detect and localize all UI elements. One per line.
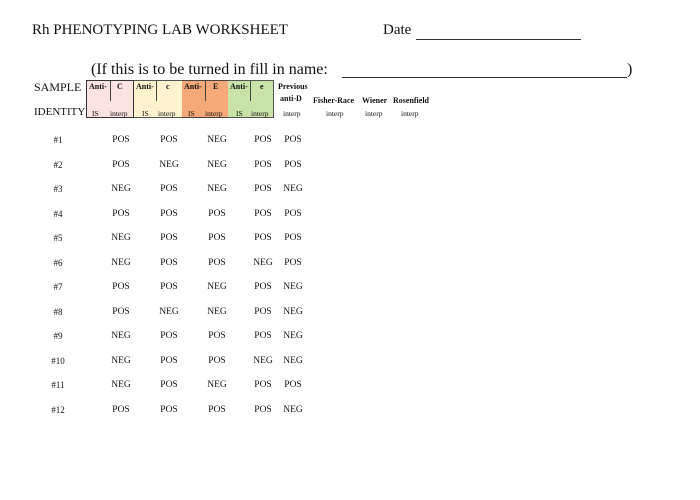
sample-id: #5 bbox=[53, 233, 63, 243]
anti-c-lower-result: POS bbox=[160, 257, 178, 268]
sample-id: #12 bbox=[51, 404, 65, 415]
sample-id: #7 bbox=[53, 282, 63, 292]
sample-id: #2 bbox=[53, 159, 63, 170]
sample-id: #3 bbox=[53, 184, 63, 194]
anti-c-lower-result: POS bbox=[160, 331, 178, 341]
anti-e-upper-result: NEG bbox=[207, 184, 227, 194]
anti-d-result: POS bbox=[284, 135, 302, 145]
c-upper-label: C bbox=[117, 82, 123, 91]
c-lower-label: c bbox=[166, 82, 170, 91]
anti-e-upper-result: NEG bbox=[207, 380, 227, 390]
anti-e-upper-label: Anti- bbox=[184, 82, 202, 91]
sub-interp-anti-d: interp bbox=[283, 109, 301, 118]
anti-c-upper-result: POS bbox=[112, 135, 130, 145]
anti-c-upper-result: NEG bbox=[111, 331, 131, 341]
anti-e-lower-result: POS bbox=[254, 282, 272, 292]
anti-c-upper-result: POS bbox=[112, 306, 130, 317]
sample-id: #6 bbox=[53, 257, 63, 268]
anti-c-lower-result: POS bbox=[160, 404, 178, 415]
anti-d-result: NEG bbox=[283, 306, 303, 317]
anti-e-upper-result: POS bbox=[208, 404, 226, 415]
sub-interp-4: interp bbox=[251, 109, 269, 118]
e-lower-label: e bbox=[260, 82, 264, 91]
anti-c-lower-result: POS bbox=[160, 184, 178, 194]
anti-d-label: anti-D bbox=[280, 94, 302, 103]
sample-id: #8 bbox=[53, 306, 63, 317]
fisher-race-label: Fisher-Race bbox=[313, 96, 355, 105]
anti-c-lower-result: POS bbox=[160, 233, 178, 243]
anti-e-lower-result: POS bbox=[254, 184, 272, 194]
anti-e-lower-result: POS bbox=[254, 233, 272, 243]
sample-id: #1 bbox=[53, 135, 63, 145]
sub-is-4: IS bbox=[236, 109, 243, 118]
anti-c-lower-result: POS bbox=[160, 135, 178, 145]
anti-e-lower-result: POS bbox=[254, 331, 272, 341]
sub-interp-fisher-race: interp bbox=[326, 109, 344, 118]
sub-interp-3: interp bbox=[205, 109, 223, 118]
sub-interp-rosenfield: interp bbox=[401, 109, 419, 118]
anti-e-upper-result: POS bbox=[208, 233, 226, 243]
anti-c-upper-result: POS bbox=[112, 208, 130, 219]
previous-label: Previous bbox=[278, 82, 308, 91]
date-label: Date bbox=[383, 22, 412, 38]
sub-interp-2: interp bbox=[158, 109, 176, 118]
anti-e-upper-result: NEG bbox=[207, 159, 227, 170]
anti-d-result: POS bbox=[284, 380, 302, 390]
anti-e-upper-result: POS bbox=[208, 257, 226, 268]
anti-e-upper-result: NEG bbox=[207, 135, 227, 145]
sample-id: #11 bbox=[51, 380, 65, 390]
anti-d-result: POS bbox=[284, 257, 302, 268]
anti-d-result: NEG bbox=[283, 404, 303, 415]
anti-c-upper-result: NEG bbox=[111, 380, 131, 390]
anti-c-lower-result: NEG bbox=[159, 306, 179, 317]
identity-column-label: IDENTITY bbox=[34, 106, 86, 118]
anti-e-upper-result: POS bbox=[208, 355, 226, 366]
anti-c-upper-result: NEG bbox=[111, 355, 131, 366]
anti-d-result: POS bbox=[284, 159, 302, 170]
name-instruction-close: ) bbox=[627, 61, 633, 78]
anti-e-lower-result: POS bbox=[254, 404, 272, 415]
anti-e-lower-result: NEG bbox=[253, 257, 273, 268]
rosenfield-label: Rosenfield bbox=[393, 96, 429, 105]
name-field-line[interactable] bbox=[342, 77, 627, 78]
anti-e-upper-result: NEG bbox=[207, 306, 227, 317]
anti-e-upper-result: POS bbox=[208, 208, 226, 219]
sub-is-2: IS bbox=[142, 109, 149, 118]
anti-c-upper-result: NEG bbox=[111, 233, 131, 243]
sub-is-1: IS bbox=[92, 109, 99, 118]
anti-c-upper-result: POS bbox=[112, 282, 130, 292]
anti-c-lower-label: Anti- bbox=[136, 82, 154, 91]
anti-c-upper-result: NEG bbox=[111, 184, 131, 194]
anti-e-lower-result: POS bbox=[254, 135, 272, 145]
e-upper-label: E bbox=[213, 82, 219, 91]
anti-e-upper-result: NEG bbox=[207, 282, 227, 292]
name-instruction: (If this is to be turned in fill in name: bbox=[91, 61, 328, 78]
anti-d-result: NEG bbox=[283, 282, 303, 292]
anti-c-upper-label: Anti- bbox=[89, 82, 107, 91]
anti-e-lower-result: NEG bbox=[253, 355, 273, 366]
sample-id: #4 bbox=[53, 208, 63, 219]
anti-d-result: NEG bbox=[283, 331, 303, 341]
anti-e-lower-result: POS bbox=[254, 159, 272, 170]
anti-c-upper-result: NEG bbox=[111, 257, 131, 268]
wiener-label: Wiener bbox=[362, 96, 388, 105]
anti-e-upper-result: POS bbox=[208, 331, 226, 341]
anti-d-result: NEG bbox=[283, 184, 303, 194]
anti-c-lower-result: NEG bbox=[159, 159, 179, 170]
sub-is-3: IS bbox=[188, 109, 195, 118]
anti-c-upper-result: POS bbox=[112, 159, 130, 170]
worksheet-title: Rh PHENOTYPING LAB WORKSHEET bbox=[32, 22, 288, 38]
anti-d-result: POS bbox=[284, 208, 302, 219]
anti-d-result: POS bbox=[284, 233, 302, 243]
sample-column-label: SAMPLE bbox=[34, 80, 82, 94]
anti-c-upper-result: POS bbox=[112, 404, 130, 415]
sample-id: #10 bbox=[51, 355, 65, 366]
anti-c-lower-result: POS bbox=[160, 208, 178, 219]
anti-c-lower-result: POS bbox=[160, 380, 178, 390]
anti-d-result: NEG bbox=[283, 355, 303, 366]
anti-c-lower-result: POS bbox=[160, 282, 178, 292]
sample-id: #9 bbox=[53, 331, 63, 341]
anti-e-lower-result: POS bbox=[254, 306, 272, 317]
sub-interp-1: interp bbox=[110, 109, 128, 118]
anti-e-lower-result: POS bbox=[254, 208, 272, 219]
anti-c-lower-result: POS bbox=[160, 355, 178, 366]
anti-e-lower-result: POS bbox=[254, 380, 272, 390]
sub-interp-wiener: interp bbox=[365, 109, 383, 118]
anti-e-lower-label: Anti- bbox=[230, 82, 248, 91]
date-field-line[interactable] bbox=[416, 39, 581, 40]
